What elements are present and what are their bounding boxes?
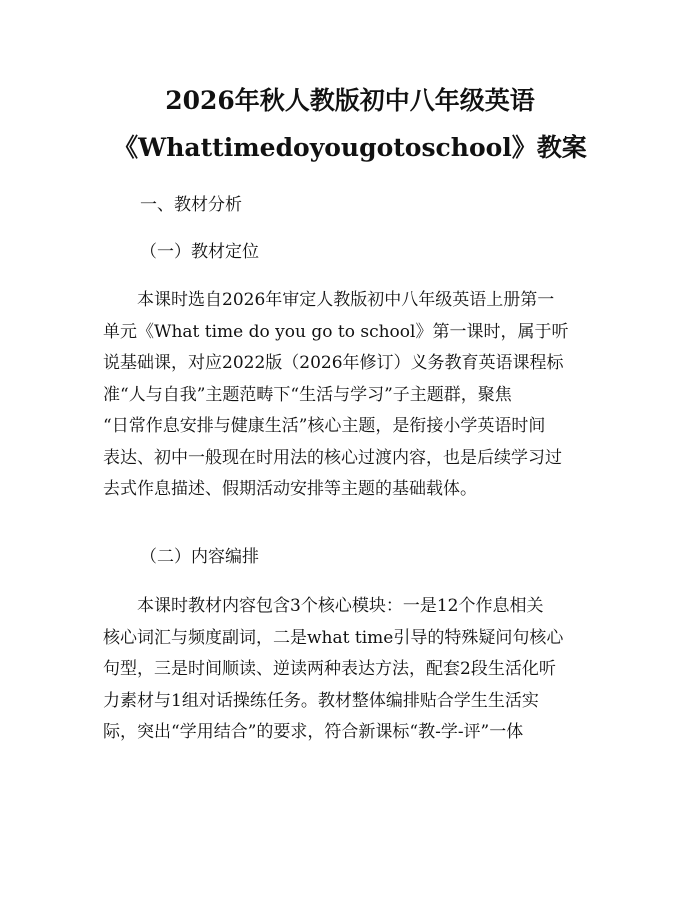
subsection-heading-content-arrangement: （二）内容编排 (140, 547, 259, 567)
subsection-heading-positioning: （一）教材定位 (140, 242, 259, 262)
paragraph-line: 去式作息描述、假期活动安排等主题的基础载体。 (103, 479, 477, 499)
paragraph-line: 本课时教材内容包含3个核心模块：一是12个作息相关 (103, 596, 544, 616)
paragraph-content-arrangement (103, 591, 603, 749)
section-heading-textbook-analysis: 一、教材分析 (140, 195, 242, 215)
paragraph-line: 准“人与自我”主题范畴下“生活与学习”子主题群，聚焦 (103, 384, 512, 405)
paragraph-line: 表达、初中一般现在时用法的核心过渡内容，也是后续学习过 (103, 447, 562, 468)
paragraph-line: 说基础课，对应2022版（2026年修订）义务教育英语课程标 (103, 353, 564, 373)
paragraph-line: 本课时选自2026年审定人教版初中八年级英语上册第一 (103, 290, 555, 310)
paragraph-line: 句型，三是时间顺读、逆读两种表达方法，配套2段生活化听 (103, 659, 556, 679)
paragraph-line: 力素材与1组对话操练任务。教材整体编排贴合学生生活实 (103, 690, 539, 711)
paragraph-line: “日常作息安排与健康生活”核心主题，是衔接小学英语时间 (103, 416, 546, 436)
document-title-line-2: 《Whattimedoyougotoschool》教案 (113, 133, 587, 162)
paragraph-line: 核心词汇与频度副词，二是what time引导的特殊疑问句核心 (103, 627, 564, 648)
paragraph-line: 际，突出“学用结合”的要求，符合新课标“教-学-评”一体 (103, 722, 524, 742)
document-title-line-1: 2026年秋人教版初中八年级英语 (165, 86, 535, 115)
paragraph-positioning (103, 285, 603, 506)
paragraph-line: 单元《What time do you go to school》第一课时，属于听 (103, 321, 569, 342)
